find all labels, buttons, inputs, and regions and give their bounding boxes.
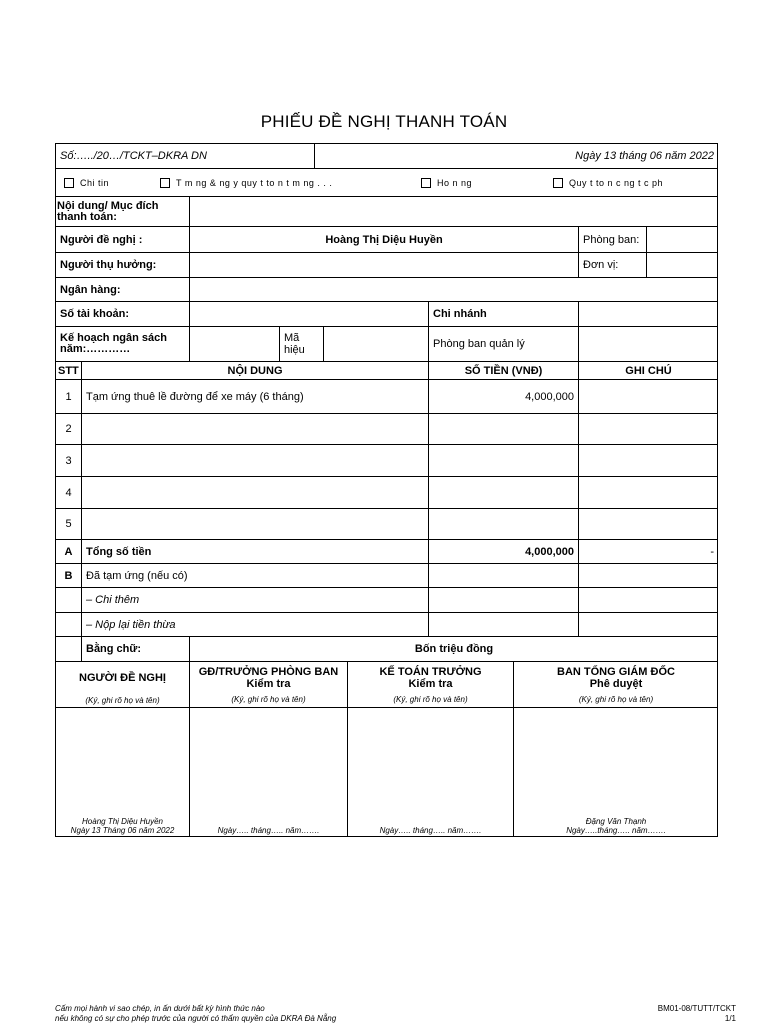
branch-label: Chi nhánh — [429, 302, 579, 326]
signature-date: Ngày…..tháng….. năm……. — [566, 826, 666, 835]
amount-in-words-stt — [56, 637, 82, 661]
signature-header-general-director — [514, 662, 718, 707]
row-amount — [429, 445, 579, 476]
department-value[interactable] — [647, 227, 718, 252]
column-header-amount: SỐ TIỀN (VNĐ) — [429, 362, 579, 379]
budget-row — [56, 327, 717, 362]
signature-date: Ngày….. tháng….. năm……. — [379, 826, 482, 835]
row-stt: 3 — [56, 445, 82, 476]
managing-department-label: Phòng ban quản lý — [429, 327, 579, 361]
signature-header-requester — [56, 662, 190, 707]
amount-in-words-row — [56, 637, 717, 662]
requester-row — [56, 227, 717, 253]
signature-title: BAN TỔNG GIÁM ĐỐC — [557, 666, 675, 678]
row-note — [579, 380, 718, 413]
footer-copyright — [55, 1004, 336, 1024]
signature-note: (Ký, ghi rõ họ và tên) — [85, 696, 160, 705]
row-stt: 4 — [56, 477, 82, 508]
beneficiary-label: Người thụ hưởng: — [56, 253, 190, 277]
footer-line-2: nếu không có sự cho phép trước của người có thẩm quyền của DKRA Đà Nẵng — [55, 1014, 337, 1023]
option-label: Ho n ng — [437, 177, 473, 188]
signature-title: NGƯỜI ĐỀ NGHỊ — [79, 672, 166, 684]
payment-type-options — [56, 169, 717, 197]
purpose-value[interactable] — [190, 197, 718, 226]
row-amount — [429, 477, 579, 508]
signature-note: (Ký, ghi rõ họ và tên) — [578, 695, 654, 704]
signature-date: Ngày 13 Tháng 06 năm 2022 — [70, 826, 175, 835]
refund-row — [56, 613, 717, 637]
row-content — [82, 477, 429, 508]
row-stt: 1 — [56, 380, 82, 413]
checkbox[interactable] — [160, 178, 170, 188]
advance-stt: B — [56, 564, 82, 587]
option-label: Chi tin — [80, 177, 110, 188]
option-quyet-toan-cong-tac-phi[interactable] — [553, 169, 663, 196]
total-row — [56, 540, 717, 564]
table-row — [56, 414, 717, 445]
total-stt: A — [56, 540, 82, 563]
amount-in-words-label: Bằng chữ: — [82, 637, 190, 661]
purpose-row — [56, 197, 717, 227]
table-header — [56, 362, 717, 380]
row-stt: 5 — [56, 509, 82, 539]
row-note — [579, 445, 718, 476]
signature-title: GĐ/TRƯỞNG PHÒNG BAN — [198, 666, 339, 678]
account-row — [56, 302, 717, 327]
extra-payment-amount[interactable] — [429, 588, 579, 612]
budget-plan-value[interactable] — [190, 327, 280, 361]
department-label: Phòng ban: — [579, 227, 647, 252]
signature-area-requester[interactable] — [56, 708, 190, 837]
total-label: Tổng số tiền — [82, 540, 429, 563]
bank-row — [56, 278, 717, 302]
extra-payment-note[interactable] — [579, 588, 718, 612]
extra-payment-label: – Chi thêm — [82, 588, 429, 612]
refund-note[interactable] — [579, 613, 718, 636]
signature-area-department-head[interactable] — [190, 708, 348, 837]
row-note — [579, 477, 718, 508]
footer-line-1: Cấm mọi hành vi sao chép, in ấn dưới bất kỳ hình thức nào — [55, 1004, 265, 1013]
advance-row — [56, 564, 717, 588]
advance-amount[interactable] — [429, 564, 579, 587]
signature-body-row — [56, 708, 717, 837]
advance-note[interactable] — [579, 564, 718, 587]
total-amount: 4,000,000 — [429, 540, 579, 563]
bank-label: Ngân hàng: — [56, 278, 190, 301]
signature-subtitle: Kiểm tra — [246, 678, 291, 690]
option-chi-tien[interactable] — [64, 169, 109, 196]
column-header-note: GHI CHÚ — [625, 364, 672, 377]
signer-name: Đặng Văn Thạnh — [585, 817, 647, 826]
signature-date: Ngày….. tháng….. năm……. — [217, 826, 320, 835]
unit-label: Đơn vị: — [579, 253, 647, 277]
signature-note: (Ký, ghi rõ họ và tên) — [393, 695, 468, 704]
row-note — [579, 414, 718, 444]
document-number: Số:…../20…/TCKT–DKRA DN — [56, 144, 315, 168]
row-stt: 2 — [56, 414, 82, 444]
signature-header-department-head — [190, 662, 348, 707]
signature-area-general-director[interactable] — [514, 708, 718, 837]
signature-area-chief-accountant[interactable] — [348, 708, 514, 837]
account-number-value[interactable] — [190, 302, 429, 326]
budget-plan-label: Kế hoạch ngân sách năm:………… — [56, 327, 190, 361]
row-content — [82, 445, 429, 476]
bank-value[interactable] — [190, 278, 718, 301]
column-header-content: NỘI DUNG — [82, 362, 429, 379]
table-row — [56, 509, 717, 540]
amount-in-words-value: Bốn triệu đồng — [414, 643, 494, 655]
extra-payment-stt — [56, 588, 82, 612]
row-note — [579, 509, 718, 539]
checkbox[interactable] — [421, 178, 431, 188]
row-amount: 4,000,000 — [429, 380, 579, 413]
form-code: BM01-08/TUTT/TCKT — [657, 1004, 736, 1013]
refund-label: – Nộp lại tiền thừa — [82, 613, 429, 636]
code-label: Mã hiệu — [280, 327, 324, 361]
row-content: Tạm ứng thuê lề đường để xe máy (6 tháng) — [82, 380, 429, 413]
unit-value[interactable] — [647, 253, 718, 277]
account-number-label: Số tài khoản: — [56, 302, 190, 326]
advance-label: Đã tạm ứng (nếu có) — [82, 564, 429, 587]
signature-header-row — [56, 662, 717, 708]
table-row — [56, 477, 717, 509]
footer-form-code — [658, 1004, 736, 1024]
row-amount — [429, 509, 579, 539]
checkbox[interactable] — [64, 178, 74, 188]
table-row — [56, 380, 717, 414]
beneficiary-row — [56, 253, 717, 278]
extra-payment-row — [56, 588, 717, 613]
managing-department-value[interactable] — [579, 327, 718, 361]
branch-value[interactable] — [579, 302, 718, 326]
page-number: 1/1 — [724, 1014, 736, 1023]
table-row — [56, 445, 717, 477]
option-label: T m ng & ng y quy t to n t m ng . . . — [176, 177, 333, 188]
form-title: PHIẾU ĐỀ NGHỊ THANH TOÁN — [260, 112, 508, 131]
refund-amount[interactable] — [429, 613, 579, 636]
signature-subtitle: Phê duyệt — [589, 678, 643, 690]
column-header-stt: STT — [56, 362, 82, 379]
option-label: Quy t to n c ng t c ph — [569, 177, 664, 188]
checkbox[interactable] — [553, 178, 563, 188]
signer-name: Hoàng Thị Diệu Huyền — [82, 817, 163, 826]
payment-request-form — [55, 143, 718, 837]
header-row — [56, 144, 717, 169]
signature-subtitle: Kiểm tra — [408, 678, 453, 690]
requester-value: Hoàng Thị Diệu Huyền — [190, 227, 579, 252]
signature-header-chief-accountant — [348, 662, 514, 707]
code-value[interactable] — [324, 327, 429, 361]
row-content — [82, 414, 429, 444]
row-amount — [429, 414, 579, 444]
row-content — [82, 509, 429, 539]
option-tam-ung[interactable] — [160, 169, 332, 196]
refund-stt — [56, 613, 82, 636]
beneficiary-value[interactable] — [190, 253, 579, 277]
signature-note: (Ký, ghi rõ họ và tên) — [231, 695, 306, 704]
option-hoan-ung[interactable] — [421, 169, 472, 196]
signature-title: KẾ TOÁN TRƯỞNG — [379, 666, 482, 678]
requester-label: Người đề nghị : — [56, 227, 190, 252]
document-date: Ngày 13 tháng 06 năm 2022 — [575, 150, 714, 162]
purpose-label: Nội dung/ Mục đích thanh toán: — [56, 197, 190, 226]
total-note: - — [710, 545, 714, 558]
